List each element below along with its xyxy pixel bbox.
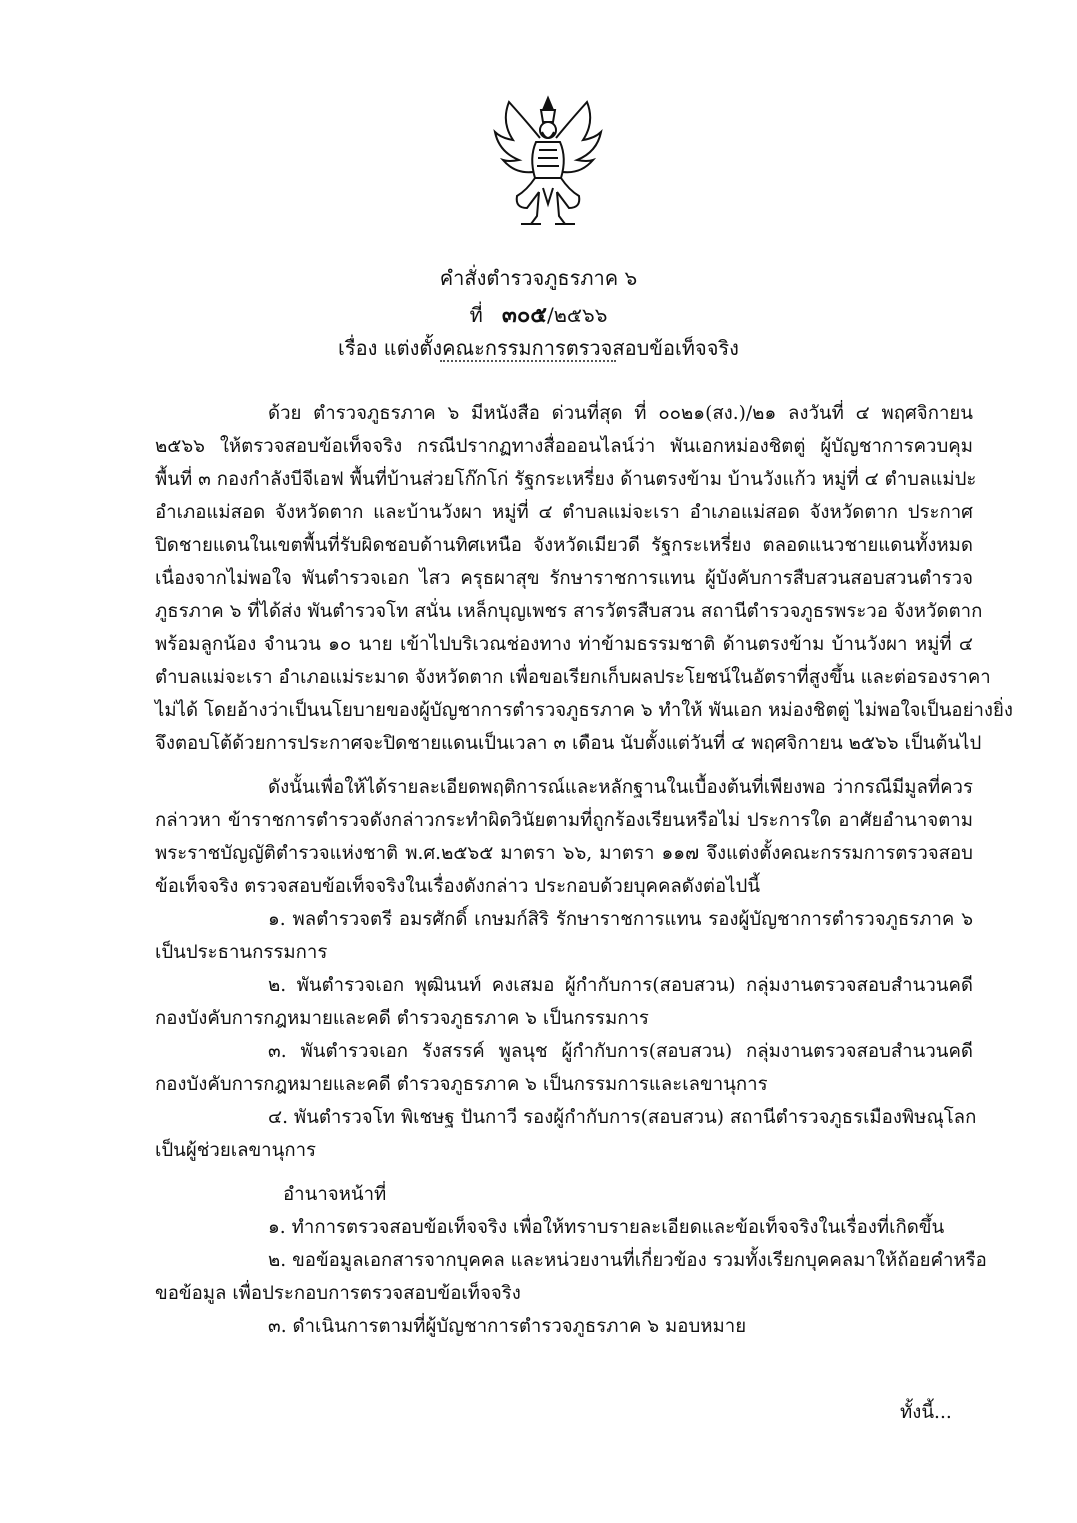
- member-3-line-2: กองบังคับการกฎหมายและคดี ตำรวจภูธรภาค ๖ เป็นกรรมการและเลขานุการ: [155, 1074, 768, 1095]
- paragraph-2-line: ดังนั้นเพื่อให้ได้รายละเอียดพฤติการณ์และหลักฐานในเบื้องต้นที่เพียงพอ ว่ากรณีมีมูลที่ควร: [268, 777, 973, 798]
- member-4-line-2: เป็นผู้ช่วยเลขานุการ: [155, 1140, 317, 1161]
- order-title: คำสั่งตำรวจภูธรภาค ๖: [439, 266, 638, 290]
- member-1-line-2: เป็นประธานกรรมการ: [155, 942, 328, 963]
- paragraph-1-line: อำเภอแม่สอด จังหวัดตาก และบ้านวังผา หมู่ที่ ๔ ตำบลแม่จะเรา อำเภอแม่สอด จังหวัดตาก ประกาศ: [155, 502, 973, 523]
- paragraph-1-line: ปิดชายแดนในเขตพื้นที่รับผิดชอบด้านทิศเหนือ จังหวัดเมียวดี รัฐกระเหรี่ยง ตลอดแนวชายแดนทั้งหมด: [155, 535, 973, 556]
- member-2-line-1: ๒. พันตำรวจเอก พุฒินนท์ คงเสมอ ผู้กำกับการ(สอบสวน) กลุ่มงานตรวจสอบสำนวนคดี: [268, 975, 973, 996]
- paragraph-1-line: เนื่องจากไม่พอใจ พันตำรวจเอก ไสว ครุธผาสุข รักษาราชการแทน ผู้บังคับการสืบสวนสอบสวนตำรวจ: [155, 568, 973, 589]
- paragraph-2-line: พระราชบัญญัติตำรวจแห่งชาติ พ.ศ.๒๕๖๕ มาตรา ๖๖, มาตรา ๑๑๗ จึงแต่งตั้งคณะกรรมการตรวจสอบ: [155, 843, 973, 864]
- paragraph-1-line: พร้อมลูกน้อง จำนวน ๑๐ นาย เข้าไปบริเวณช่องทาง ท่าข้ามธรรมชาติ ด้านตรงข้าม บ้านวังผา หมู่ที่ ๔: [155, 634, 973, 655]
- order-number-handwritten: ๓๐๕: [501, 302, 547, 328]
- paragraph-1-line: ไม่ได้ โดยอ้างว่าเป็นนโยบายของผู้บัญชาการตำรวจภูธรภาค ๖ ทำให้ พันเอก หม่องชิตตู่ ไม่พอใจเป็นอย่างยิ่ง: [155, 700, 1013, 721]
- member-4-line-1: ๔. พันตำรวจโท พิเชษฐ ปันกาวี รองผู้กำกับการ(สอบสวน) สถานีตำรวจภูธรเมืองพิษณุโลก: [268, 1107, 977, 1128]
- order-number: [0, 297, 1077, 332]
- member-1-line-1: ๑. พลตำรวจตรี อมรศักดิ์ เกษมก์สิริ รักษาราชการแทน รองผู้บัญชาการตำรวจภูธรภาค ๖: [268, 909, 973, 930]
- paragraph-2-line: กล่าวหา ข้าราชการตำรวจดังกล่าวกระทำผิดวินัยตามที่ถูกร้องเรียนหรือไม่ ประการใด อาศัยอำนาจตาม: [155, 810, 973, 831]
- separator-dots: [440, 360, 616, 362]
- paragraph-1-line: ภูธรภาค ๖ ที่ได้ส่ง พันตำรวจโท สนั่น เหล็กบุญเพชร สารวัตรสืบสวน สถานีตำรวจภูธรพระวอ จังหวัดตาก: [155, 601, 983, 622]
- paragraph-1-line: พื้นที่ ๓ กองกำลังบีจีเอฟ พื้นที่บ้านส่วยโก๊กโก่ รัฐกระเหรี่ยง ด้านตรงข้าม บ้านวังแก้ว หมู่ที่ ๔ ตำบลแม่ปะ: [155, 469, 977, 490]
- duty-2-line-1: ๒. ขอข้อมูลเอกสารจากบุคคล และหน่วยงานที่เกี่ยวข้อง รวมทั้งเรียกบุคคลมาให้ถ้อยคำหรือ: [268, 1250, 987, 1271]
- order-number-prefix: ที่: [469, 303, 483, 327]
- member-3-line-1: ๓. พันตำรวจเอก รังสรรค์ พูลนุช ผู้กำกับการ(สอบสวน) กลุ่มงานตรวจสอบสำนวนคดี: [268, 1041, 973, 1062]
- duty-1: ๑. ทำการตรวจสอบข้อเท็จจริง เพื่อให้ทราบรายละเอียดและข้อเท็จจริงในเรื่องที่เกิดขึ้น: [268, 1217, 945, 1238]
- duties-heading: อำนาจหน้าที่: [283, 1184, 387, 1205]
- member-2-line-2: กองบังคับการกฎหมายและคดี ตำรวจภูธรภาค ๖ เป็นกรรมการ: [155, 1008, 649, 1029]
- paragraph-1-line: ตำบลแม่จะเรา อำเภอแม่ระมาด จังหวัดตาก เพื่อขอเรียกเก็บผลประโยชน์ในอัตราที่สูงขึ้น และต่อรองราคา: [155, 667, 991, 688]
- duty-3: ๓. ดำเนินการตามที่ผู้บัญชาการตำรวจภูธรภาค ๖ มอบหมาย: [268, 1316, 747, 1337]
- paragraph-1-line: จึงตอบโต้ด้วยการประกาศจะปิดชายแดนเป็นเวลา ๓ เดือน นับตั้งแต่วันที่ ๔ พฤศจิกายน ๒๕๖๖ เป็นต้นไป: [155, 733, 982, 754]
- paragraph-1-line: ๒๕๖๖ ให้ตรวจสอบข้อเท็จจริง กรณีปรากฏทางสื่อออนไลน์ว่า พันเอกหม่องชิตตู่ ผู้บัญชาการควบคุม: [155, 436, 973, 457]
- order-subject: เรื่อง แต่งตั้งคณะกรรมการตรวจสอบข้อเท็จจริง: [338, 336, 739, 360]
- garuda-emblem-icon: [487, 92, 609, 230]
- order-number-year: /๒๕๖๖: [546, 303, 608, 327]
- duty-2-line-2: ขอข้อมูล เพื่อประกอบการตรวจสอบข้อเท็จจริง: [155, 1283, 521, 1304]
- paragraph-2-line: ข้อเท็จจริง ตรวจสอบข้อเท็จจริงในเรื่องดังกล่าว ประกอบด้วยบุคคลดังต่อไปนี้: [155, 876, 761, 897]
- paragraph-1-line: ด้วย ตำรวจภูธรภาค ๖ มีหนังสือ ด่วนที่สุด ที่ ๐๐๒๑(สง.)/๒๑ ลงวันที่ ๔ พฤศจิกายน: [268, 403, 973, 424]
- continuation-marker: ทั้งนี้...: [900, 1402, 952, 1423]
